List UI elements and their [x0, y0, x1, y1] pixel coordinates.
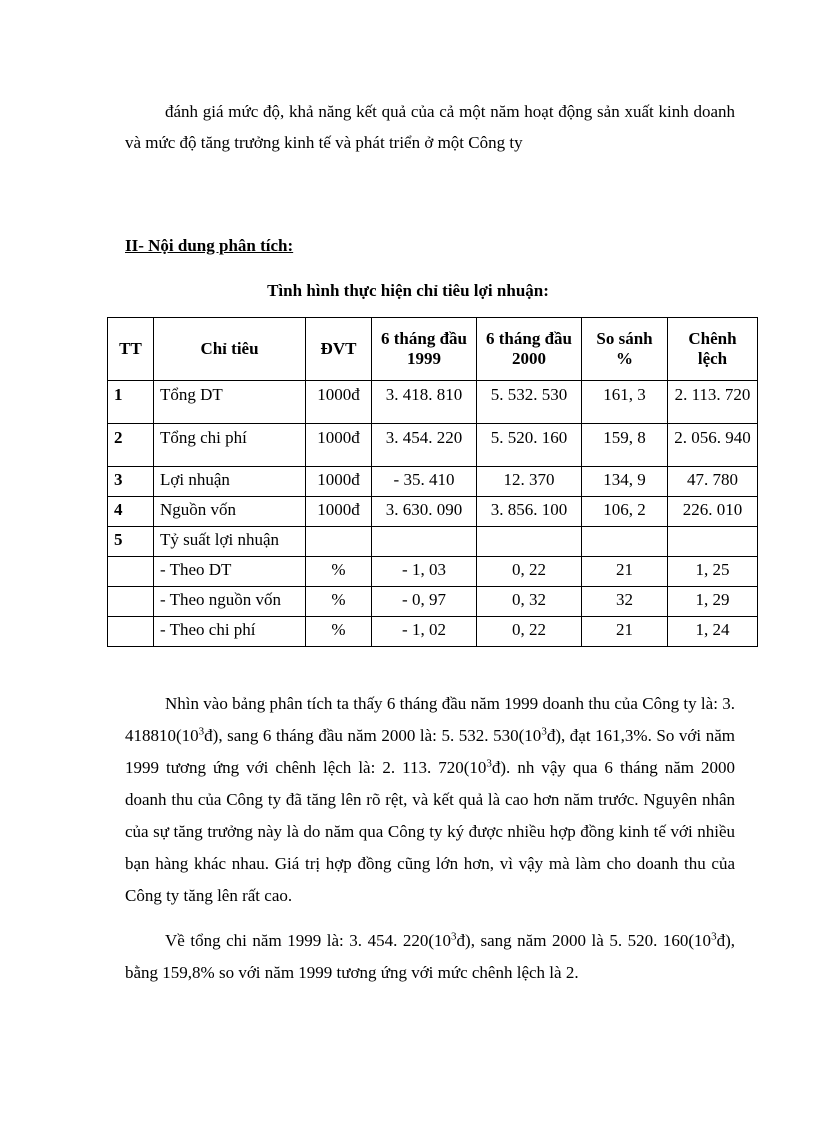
para2-sup1: 3: [198, 725, 205, 738]
analysis-paragraph-cost: [125, 925, 735, 989]
header-tt: TT: [108, 318, 154, 381]
intro-paragraph: đánh giá mức độ, khả năng kết quả của cả một năm hoạt động sản xuất kinh doanh và mức độ tăng trưởng kinh tế và phát triển ở một Công ty: [125, 102, 735, 152]
cell-unit: 1000đ: [306, 467, 372, 497]
para2-text-b: đ), sang 6 tháng đầu năm 2000 là: 5. 532. 530(10: [204, 726, 542, 745]
analysis-paragraph-revenue: [125, 688, 735, 912]
cell-1999: 3. 630. 090: [372, 497, 477, 527]
para3-sup1: 3: [451, 930, 457, 943]
table-row: [108, 497, 758, 527]
cell-1999: - 1, 03: [372, 557, 477, 587]
cell-1999: - 35. 410: [372, 467, 477, 497]
profit-table: [107, 317, 758, 647]
cell-1999: 3. 454. 220: [372, 424, 477, 467]
cell-2000: 0, 22: [477, 617, 582, 647]
cell-unit: 1000đ: [306, 497, 372, 527]
header-unit: ĐVT: [306, 318, 372, 381]
table-row: [108, 381, 758, 424]
table-title: Tình hình thực hiện chỉ tiêu lợi nhuận:: [267, 281, 549, 300]
cell-indicator: - Theo DT: [154, 557, 306, 587]
para2-text-d: đ). nh vậy qua 6 tháng năm 2000 doanh thu của Công ty đã tăng lên rõ rệt, và kết quả là cao hơn năm trước. Nguyên nhân của sự tăng trưởng này là do năm qua Công ty ký được nhiều hợp đồng kinh tế với nhiều bạn hàng khác nhau. Giá trị hợp đồng cũng lớn hơn, vì vậy mà làm cho doanh thu của Công ty tăng lên rất cao.: [125, 758, 736, 905]
cell-1999: [372, 527, 477, 557]
cell-difference: 1, 24: [668, 617, 758, 647]
cell-tt: 3: [108, 467, 154, 497]
table-row: [108, 424, 758, 467]
para3-sup2: 3: [711, 930, 717, 943]
cell-indicator: Tỷ suất lợi nhuận: [154, 527, 306, 557]
cell-1999: 3. 418. 810: [372, 381, 477, 424]
cell-indicator: Lợi nhuận: [154, 467, 306, 497]
para2-sup2: 3: [541, 725, 547, 738]
cell-2000: 5. 520. 160: [477, 424, 582, 467]
cell-2000: 12. 370: [477, 467, 582, 497]
cell-difference: 2. 056. 940: [668, 424, 758, 467]
header-compare: So sánh %: [582, 318, 668, 381]
cell-1999: - 1, 02: [372, 617, 477, 647]
table-row: [108, 617, 758, 647]
cell-indicator: Tổng chi phí: [154, 424, 306, 467]
cell-difference: 47. 780: [668, 467, 758, 497]
cell-indicator: Tổng DT: [154, 381, 306, 424]
header-1999: 6 tháng đầu 1999: [372, 318, 477, 381]
para2-sup3: 3: [486, 757, 492, 770]
para2-text-a: Nhìn vào bảng phân tích ta thấy 6 tháng đầu năm 1999 doanh thu của Công ty là: 3. 418810(10: [125, 694, 735, 745]
cell-2000: 0, 22: [477, 557, 582, 587]
cell-difference: 1, 25: [668, 557, 758, 587]
table-row: [108, 587, 758, 617]
cell-2000: [477, 527, 582, 557]
cell-difference: 226. 010: [668, 497, 758, 527]
cell-unit: [306, 527, 372, 557]
cell-tt: [108, 617, 154, 647]
cell-unit: %: [306, 617, 372, 647]
para3-text-c: đ), bằng 159,8% so với năm 1999 tương ứng với mức chênh lệch là 2.: [125, 931, 735, 982]
cell-compare: 159, 8: [582, 424, 668, 467]
cell-compare: 161, 3: [582, 381, 668, 424]
cell-2000: 5. 532. 530: [477, 381, 582, 424]
header-indicator: Chỉ tiêu: [154, 318, 306, 381]
cell-unit: 1000đ: [306, 381, 372, 424]
cell-compare: 21: [582, 617, 668, 647]
cell-unit: %: [306, 557, 372, 587]
table-row: [108, 467, 758, 497]
para3-text-b: đ), sang năm 2000 là 5. 520. 160(10: [456, 931, 712, 950]
cell-unit: %: [306, 587, 372, 617]
header-difference: Chênh lệch: [668, 318, 758, 381]
cell-unit: 1000đ: [306, 424, 372, 467]
cell-compare: [582, 527, 668, 557]
cell-compare: 21: [582, 557, 668, 587]
table-header-row: [108, 318, 758, 381]
table-row: [108, 527, 758, 557]
section-heading: II- Nội dung phân tích:: [125, 236, 294, 255]
cell-1999: - 0, 97: [372, 587, 477, 617]
cell-2000: 0, 32: [477, 587, 582, 617]
cell-tt: 1: [108, 381, 154, 424]
cell-tt: 2: [108, 424, 154, 467]
cell-indicator: - Theo chi phí: [154, 617, 306, 647]
cell-tt: 5: [108, 527, 154, 557]
cell-indicator: Nguồn vốn: [154, 497, 306, 527]
para3-text-a: Về tổng chi năm 1999 là: 3. 454. 220(10: [165, 931, 452, 950]
cell-compare: 134, 9: [582, 467, 668, 497]
header-2000: 6 tháng đầu 2000: [477, 318, 582, 381]
cell-tt: 4: [108, 497, 154, 527]
para2-text-c: đ), đạt 161,3%. So với năm 1999 tương ứng với chênh lệch là: 2. 113. 720(10: [125, 726, 736, 777]
cell-compare: 32: [582, 587, 668, 617]
table-row: [108, 557, 758, 587]
cell-compare: 106, 2: [582, 497, 668, 527]
cell-indicator: - Theo nguồn vốn: [154, 587, 306, 617]
cell-tt: [108, 587, 154, 617]
cell-2000: 3. 856. 100: [477, 497, 582, 527]
cell-tt: [108, 557, 154, 587]
cell-difference: 1, 29: [668, 587, 758, 617]
cell-difference: 2. 113. 720: [668, 381, 758, 424]
cell-difference: [668, 527, 758, 557]
